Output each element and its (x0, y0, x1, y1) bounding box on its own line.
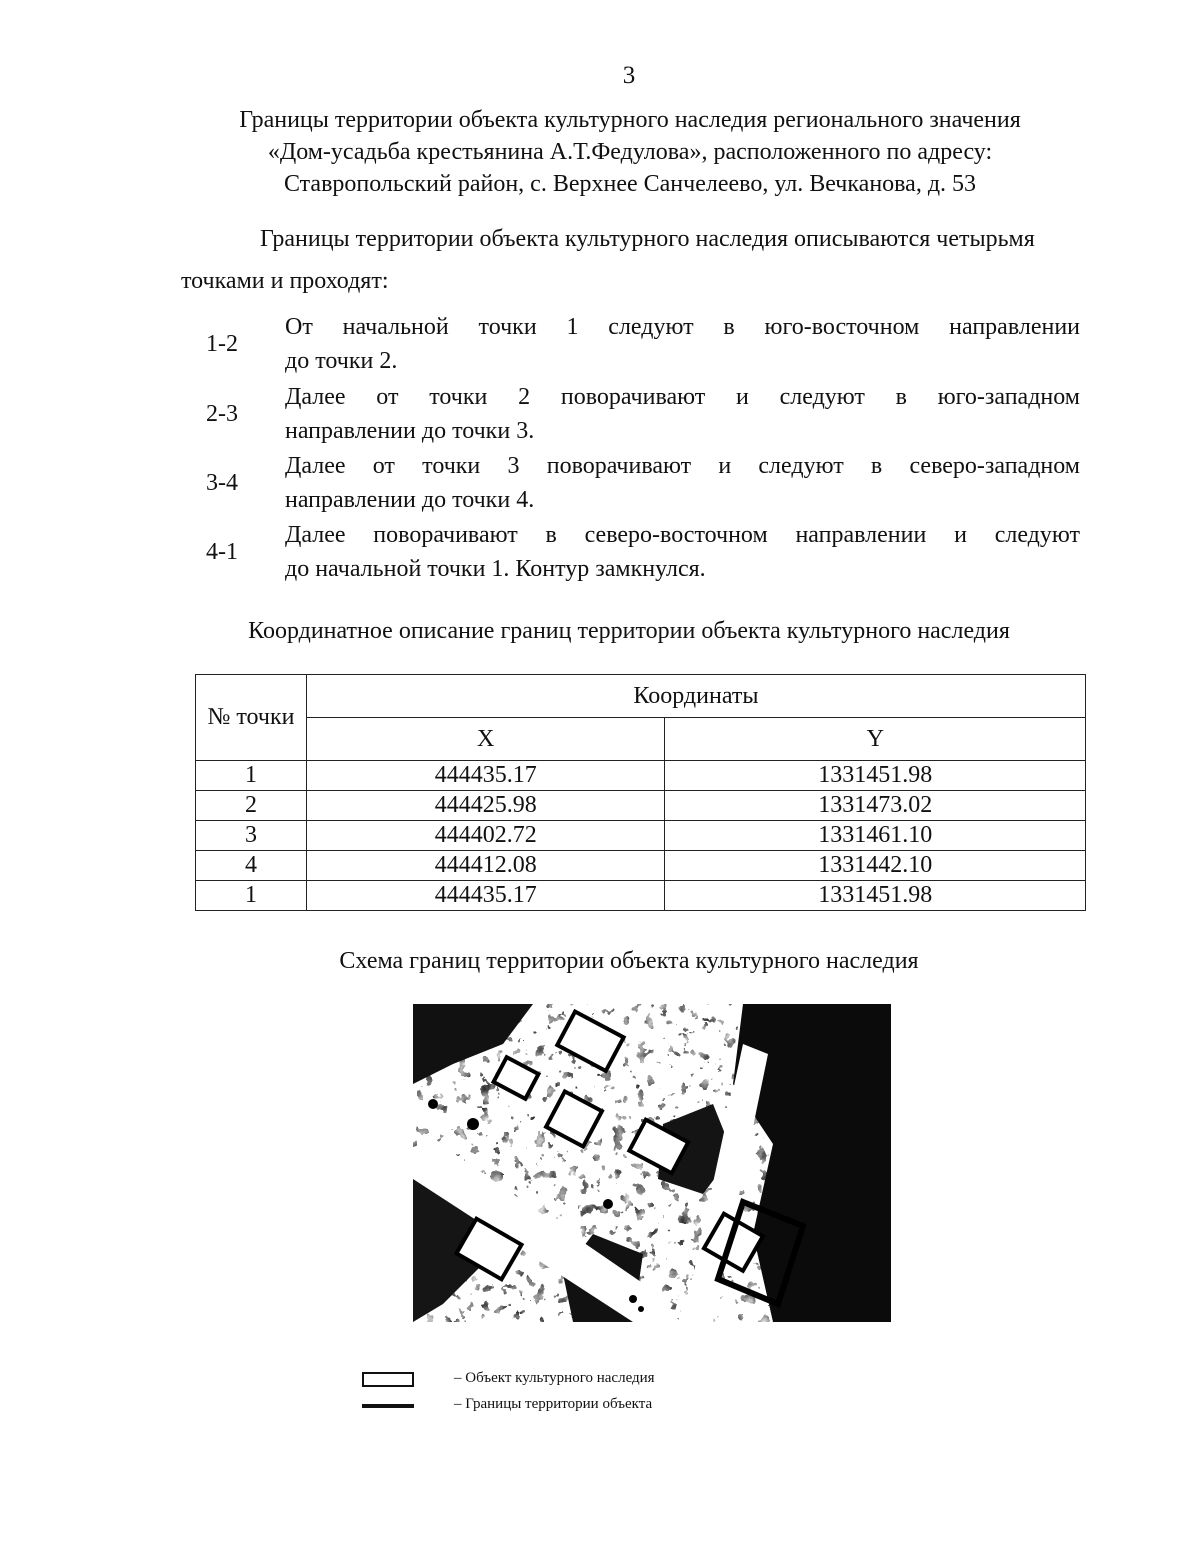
intro-line-2: точками и проходят: (181, 268, 389, 294)
legend-item-territory-boundary (362, 1396, 762, 1418)
table-row (196, 791, 1086, 821)
cell-y: 1331473.02 (665, 791, 1086, 821)
cell-x: 444412.08 (306, 851, 665, 881)
segment-text-line: Далее от точки 3 поворачивают и следуют в северо-западном (285, 453, 1080, 479)
legend-text: – Границы территории объекта (454, 1396, 653, 1412)
segment-description (285, 518, 1080, 586)
segment-description (285, 449, 1080, 517)
cell-point: 2 (196, 791, 307, 821)
header-point-number: № точки (196, 675, 307, 761)
segment-text-line: до точки 2. (285, 348, 398, 374)
segment-text-line: Далее поворачивают в северо-восточном направлении и следуют (285, 522, 1080, 548)
cell-y: 1331451.98 (665, 881, 1086, 911)
header-y: Y (665, 718, 1086, 761)
legend-item-heritage-object (362, 1370, 762, 1392)
thick-line-icon (362, 1404, 414, 1408)
cell-y: 1331442.10 (665, 851, 1086, 881)
segment-label: 1-2 (206, 331, 238, 357)
cell-x: 444435.17 (306, 881, 665, 911)
title-line-2: «Дом-усадьба крестьянина А.Т.Федулова», расположенного по адресу: (267, 139, 993, 165)
segment-description (285, 380, 1080, 448)
table-row (196, 821, 1086, 851)
segment-text-line: до начальной точки 1. Контур замкнулся. (285, 556, 706, 582)
title-line-1: Границы территории объекта культурного наследия регионального значения (239, 107, 1021, 133)
aerial-map-graphic (413, 1004, 891, 1322)
table-row (196, 851, 1086, 881)
segment-description (285, 310, 1080, 378)
cell-x: 444425.98 (306, 791, 665, 821)
header-x: X (306, 718, 665, 761)
cell-point: 4 (196, 851, 307, 881)
cell-x: 444402.72 (306, 821, 665, 851)
segment-label: 3-4 (206, 470, 238, 496)
table-caption: Координатное описание границ территории объекта культурного наследия (248, 618, 1010, 644)
table-row (196, 881, 1086, 911)
cell-point: 1 (196, 881, 307, 911)
segment-text-line: От начальной точки 1 следуют в юго-восточном направлении (285, 314, 1080, 340)
header-coordinates: Координаты (306, 675, 1085, 718)
cell-y: 1331451.98 (665, 761, 1086, 791)
cell-y: 1331461.10 (665, 821, 1086, 851)
intro-line-1: Границы территории объекта культурного наследия описываются четырьмя (260, 226, 1035, 252)
segment-text-line: Далее от точки 2 поворачивают и следуют в юго-западном (285, 384, 1080, 410)
cell-point: 1 (196, 761, 307, 791)
document-title (160, 104, 1100, 200)
table-header-row (196, 718, 1086, 761)
scheme-caption: Схема границ территории объекта культурного наследия (339, 948, 919, 974)
coordinates-table (195, 674, 1086, 911)
table-row (196, 761, 1086, 791)
title-line-3: Ставропольский район, с. Верхнее Санчелеево, ул. Вечканова, д. 53 (283, 171, 977, 197)
table-header-row (196, 675, 1086, 718)
aerial-map-image (413, 1004, 891, 1322)
cell-point: 3 (196, 821, 307, 851)
page-number: 3 (622, 62, 636, 89)
cell-x: 444435.17 (306, 761, 665, 791)
segment-label: 4-1 (206, 539, 238, 565)
rectangle-outline-icon (362, 1372, 414, 1387)
segment-text-line: направлении до точки 3. (285, 418, 535, 444)
segment-label: 2-3 (206, 401, 238, 427)
legend-text: – Объект культурного наследия (454, 1370, 655, 1386)
segment-text-line: направлении до точки 4. (285, 487, 535, 513)
